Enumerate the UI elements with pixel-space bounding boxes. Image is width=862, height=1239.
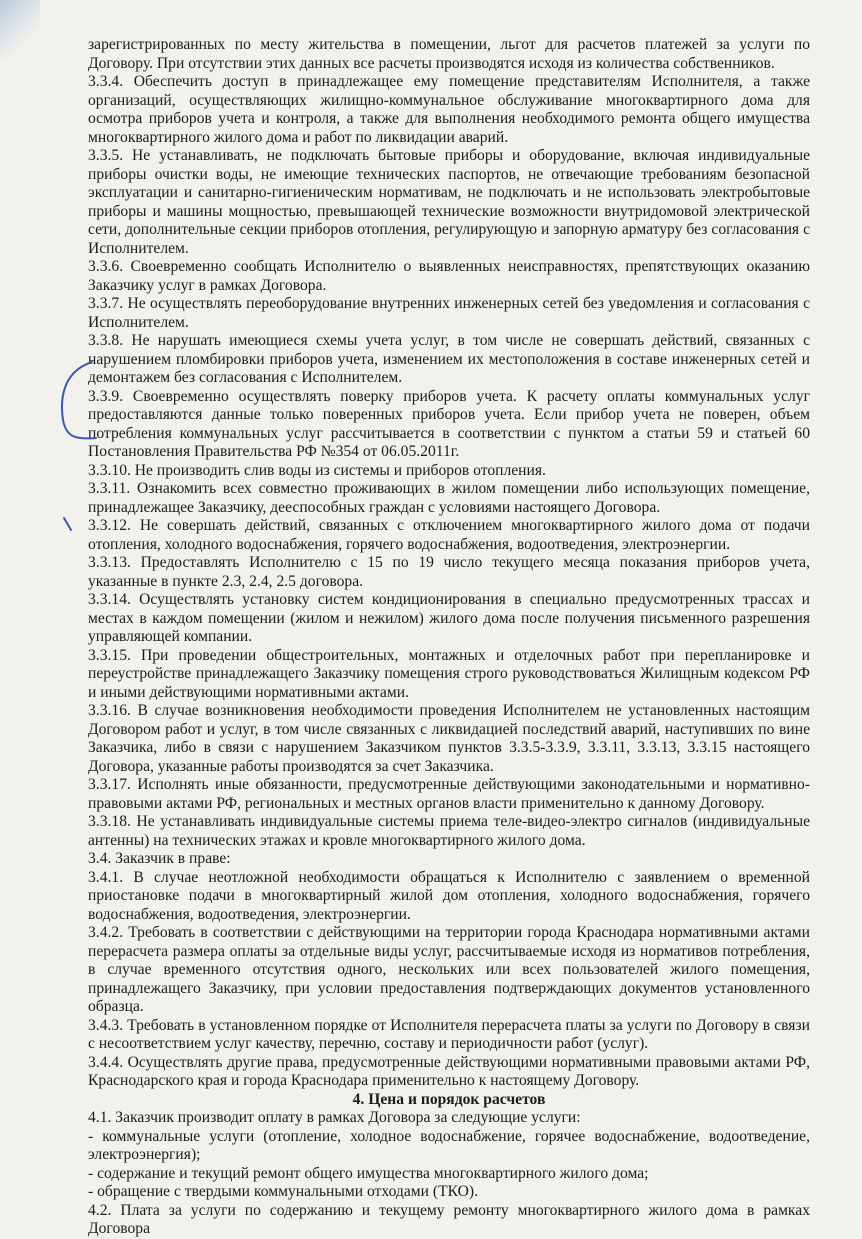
paragraph-3-3-8: 3.3.8. Не нарушать имеющиеся схемы учета услуг, в том числе не совершать действий, связанных с нарушением пломбировки приборов учета, изменением их местоположения в составе инженерных сетей и демонтажем без согласования с Исполнителем. [88,332,810,386]
paragraph-3-3-18: 3.3.18. Не устанавливать индивидуальные системы приема теле-видео-электро сигналов (индивидуальные антенны) на технических этажах и кровле многоквартирного жилого дома. [88,813,810,849]
paragraph-3-4-4: 3.4.4. Осуществлять другие права, предусмотренные действующими нормативными правовыми актами РФ, Краснодарского края и города Краснодара применительно к настоящему Договору. [88,1053,810,1089]
paragraph-3-3-4: 3.3.4. Обеспечить доступ в принадлежащее ему помещение представителям Исполнителя, а также организаций, осуществляющих жилищно-коммунальное обслуживание многоквартирного дома для осмотра приборов учета и контроля, а также для выполнения необходимого ремонта общего имущества многоквартирного жилого дома и работ по ликвидации аварий. [88,73,810,146]
paragraph-3-3-15: 3.3.15. При проведении общестроительных, монтажных и отделочных работ при перепланировке и переустройстве принадлежащего Заказчику помещения строго руководствоваться Жилищным кодексом РФ и иными действующими нормативными актами. [88,646,810,701]
paragraph-3-4: 3.4. Заказчик в праве: [88,850,231,867]
paragraph-3-4-2: 3.4.2. Требовать в соответствии с действующими на территории города Краснодара нормативными актами перерасчета размера оплаты за отдельные виды услуг, рассчитываемые исходя из нормативов потребления, в случае временного отсутствия одного, нескольких или всех пользователей жилого помещения, принадлежащего Заказчику, при условии предоставления подтверждающих документов установленного образца. [88,924,810,1015]
pen-tick-mark [64,518,71,530]
paragraph-3-3-16: 3.3.16. В случае возникновения необходимости проведения Исполнителем не установленных настоящим Договором работ и услуг, в том числе связанных с ликвидацией последствий аварий, наступивших по вине Заказчика, либо в связи с нарушением Заказчиком пунктов 3.3.5-3.3.9, 3.3.11, 3.3.13, 3.3.15 настоящего Договора, указанные работы производятся за счет Заказчика. [88,702,810,775]
list-item-waste: - обращение с твердыми коммунальными отходами (ТКО). [88,1183,478,1200]
paragraph-3-4-3: 3.4.3. Требовать в установленном порядке от Исполнителя перерасчета платы за услуги по Договору в связи с несоответствием услуг качеству, перечню, составу и периодичности работ (услуг). [88,1016,810,1052]
paragraph-3-3-9: 3.3.9. Своевременно осуществлять поверку приборов учета. К расчету оплаты коммунальных услуг предоставляются данные только поверенных приборов учета. Если прибор учета не поверен, объем потребления коммунальных услуг рассчитывается в соответствии с пунктом а статьи 59 и статьей 60 Постановления Правительства РФ №354 от 06.05.2011г. [88,387,810,460]
paragraph-3-3-12: 3.3.12. Не совершать действий, связанных с отключением многоквартирного жилого дома от подачи отопления, холодного водоснабжения, горячего водоснабжения, водоотведения, электроэнергии. [88,517,810,553]
paragraph-4-2: 4.2. Плата за услуги по содержанию и текущему ремонту многоквартирного жилого дома в рамках Договора [88,1201,810,1237]
list-item-maintenance: - содержание и текущий ремонт общего имущества многоквартирного жилого дома; [88,1164,649,1182]
paragraph-3-3-7: 3.3.7. Не осуществлять переоборудование внутренних инженерных сетей без уведомления и согласования с Исполнителем. [88,295,810,331]
paragraph-3-3-11: 3.3.11. Ознакомить всех совместно проживающих в жилом помещении либо использующих помещение, принадлежащее Заказчику, дееспособных граждан с условиями настоящего Договора. [88,480,810,516]
paragraph-3-3-13: 3.3.13. Предоставлять Исполнителю с 15 по 19 число текущего месяца показания приборов учета, указанные в пункте 2.3, 2.4, 2.5 договора. [88,554,810,590]
paragraph-3-3-10: 3.3.10. Не производить слив воды из системы и приборов отопления. [88,461,546,479]
paragraph-3-3-6: 3.3.6. Своевременно сообщать Исполнителю о выявленных неисправностях, препятствующих оказанию Заказчику услуг в рамках Договора. [88,258,810,294]
paragraph-3-3-14: 3.3.14. Осуществлять установку систем кондиционирования в специально предусмотренных трассах и местах в каждом помещении (жилом и нежилом) жилого дома после получения письменного разрешения управляющей компании. [88,591,810,645]
page-corner-edge [0,0,40,60]
paragraph-4-1: 4.1. Заказчик производит оплату в рамках Договора за следующие услуги: [88,1109,581,1126]
paragraph-3-3-5: 3.3.5. Не устанавливать, не подключать бытовые приборы и оборудование, включая индивидуальные приборы очистки воды, не имеющие технических паспортов, не отвечающие требованиям безопасной эксплуатации и санитарно-гигиеническим нормативам, не подключать и не использовать электробытовые приборы и машины мощностью, превышающей технические возможности внутридомовой электрической сети, дополнительные секции приборов отопления, регулирующую и запорную арматуру без согласования с Исполнителем. [88,147,810,257]
list-item-utilities: - коммунальные услуги (отопление, холодное водоснабжение, горячее водоснабжение, водоотведение, электроэнергия); [88,1127,810,1163]
section-heading-price: 4. Цена и порядок расчетов [352,1090,546,1108]
contract-page [88,36,810,1239]
paragraph-residents-continuation: зарегистрированных по месту жительства в помещении, льгот для расчетов платежей за услуги по Договору. При отсутствии этих данных все расчеты производятся исходя из количества собственников. [88,36,810,72]
paragraph-3-4-1: 3.4.1. В случае неотложной необходимости обращаться к Исполнителю с заявлением о временной приостановке подачи в многоквартирный жилой дом отопления, холодного водоснабжения, горячего водоснабжения, водоотведения, электроэнергии. [88,868,810,923]
paragraph-3-3-17: 3.3.17. Исполнять иные обязанности, предусмотренные действующими законодательными и нормативно-правовыми актами РФ, региональных и местных органов власти применительно к данному Договору. [88,776,810,812]
